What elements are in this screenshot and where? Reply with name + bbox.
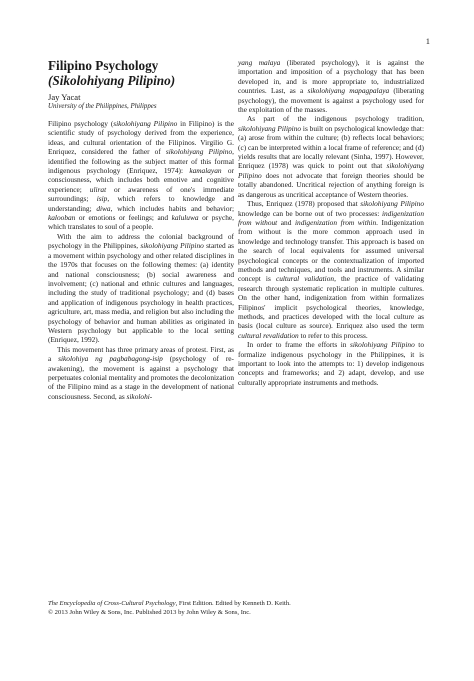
left-paragraph-2: With the aim to address the colonial background of psychology in the Philippines, sikolohiyang Pilipino started as a movement within psychology and other related disciplines in the 1970s that focuses on the following themes: (a) identity and national consciousness; (b) social awareness and involvement; (c) national and ethnic cultures and languages, including the study of traditional psychology; and (d) bases and application of indigenous psychology in health practices, agriculture, art, mass media, and religion but also including the psychology of behavior and human abilities as originated in Western psychology but applicable to the local setting (Enriquez, 1992).: [48, 231, 234, 345]
footer-copyright: © 2013 John Wiley & Sons, Inc. Published 2013 by John Wiley & Sons, Inc.: [48, 608, 251, 616]
article-title: Filipino Psychology: [48, 58, 159, 73]
right-paragraph-1: yang malaya (liberated psychology), it is against the importation and imposition of a psychology that has been developed in, and is more appropriate to, industrialized countries. Last, as a sikolohiyang mapagpalaya (liberating psychology), the movement is against a psychology used for the exploitation of the masses.: [238, 58, 425, 115]
right-paragraph-4: In order to frame the efforts in sikolohiyang Pilipino to formalize indigenous psychology in the Philippines, it is important to look into the attempts to: 1) develop indigenous concepts and frameworks; and 2) adapt, develop, and use culturally appropriate instruments and methods.: [238, 340, 425, 387]
left-column: [48, 58, 234, 401]
author-name: Jay Yacat: [48, 92, 81, 102]
footer-citation: The Encyclopedia of Cross-Cultural Psychology, First Edition. Edited by Kenneth D. Keith.: [48, 600, 291, 607]
article-subtitle: (Sikolohiyang Pilipino): [48, 73, 176, 88]
publication-footer: [48, 600, 428, 618]
left-paragraph-3: This movement has three primary areas of protest. First, as a sikolohiya ng pagbabagong-isip (psychology of re-awakening), the movement is against a psychology that perpetuates colonial mentality and promotes the decolonization of the Filipino mind as a stage in the development of national consciousness. Second, as sikolohi-: [48, 344, 234, 401]
right-column: [238, 58, 424, 387]
page-number: 1: [425, 36, 430, 46]
right-paragraph-2: As part of the indigenous psychology tradition, sikolohiyang Pilipino is built on psychological knowledge that: (a) arose from within the culture; (b) reflects local behaviors; (c) can be interpreted within a local frame of reference; and (d) yields results that are locally relevant (Sinha, 1997). However, Enriquez (1978) was quick to point out that sikolohiyang Pilipino does not advocate that foreign theories should be totally abandoned. Uncritical rejection of anything foreign is as dangerous as uncritical acceptance of Western theories.: [238, 114, 424, 199]
left-paragraph-1: Filipino psychology (sikolohiyang Pilipino in Filipino) is the scientific study of psychology derived from the experience, ideas, and cultural orientation of the Filipinos. Virgilio G. Enriquez, considered the father of sikolohiyang Pilipino, identified the following as the subject matter of this formal indigenous psychology (Enriquez, 1974): kamalayan or consciousness, which includes both emotive and cognitive experience; ulirat or awareness of one's immediate surroundings; isip, which refers to knowledge and understanding; diwa, which includes habits and behavior; kalooban or emotions or feelings; and kaluluwa or psyche, which translates to soul of a people.: [48, 119, 234, 232]
author-affiliation: University of the Philippines, Philippes: [48, 103, 157, 110]
right-paragraph-3: Thus, Enriquez (1978) proposed that sikolohiyang Pilipino knowledge can be borne out of two processes: indigenization from without and indigenization from within. Indigenization from without is the more common approach used in knowledge and technology transfer. This approach is based on the search of local equivalents for assumed universal psychological concepts or the contextualization of imported methods and techniques, and tools and instruments. A similar concept is cultural validation, the practice of validating research through systematic replication in multiple cultures. On the other hand, indigenization from within formalizes Filipinos' implicit psychological theories, knowledge, methods, and practices developed with the local culture as basis (local culture as source). Enriquez also used the term cultural revalidation to refer to this process.: [238, 199, 425, 340]
